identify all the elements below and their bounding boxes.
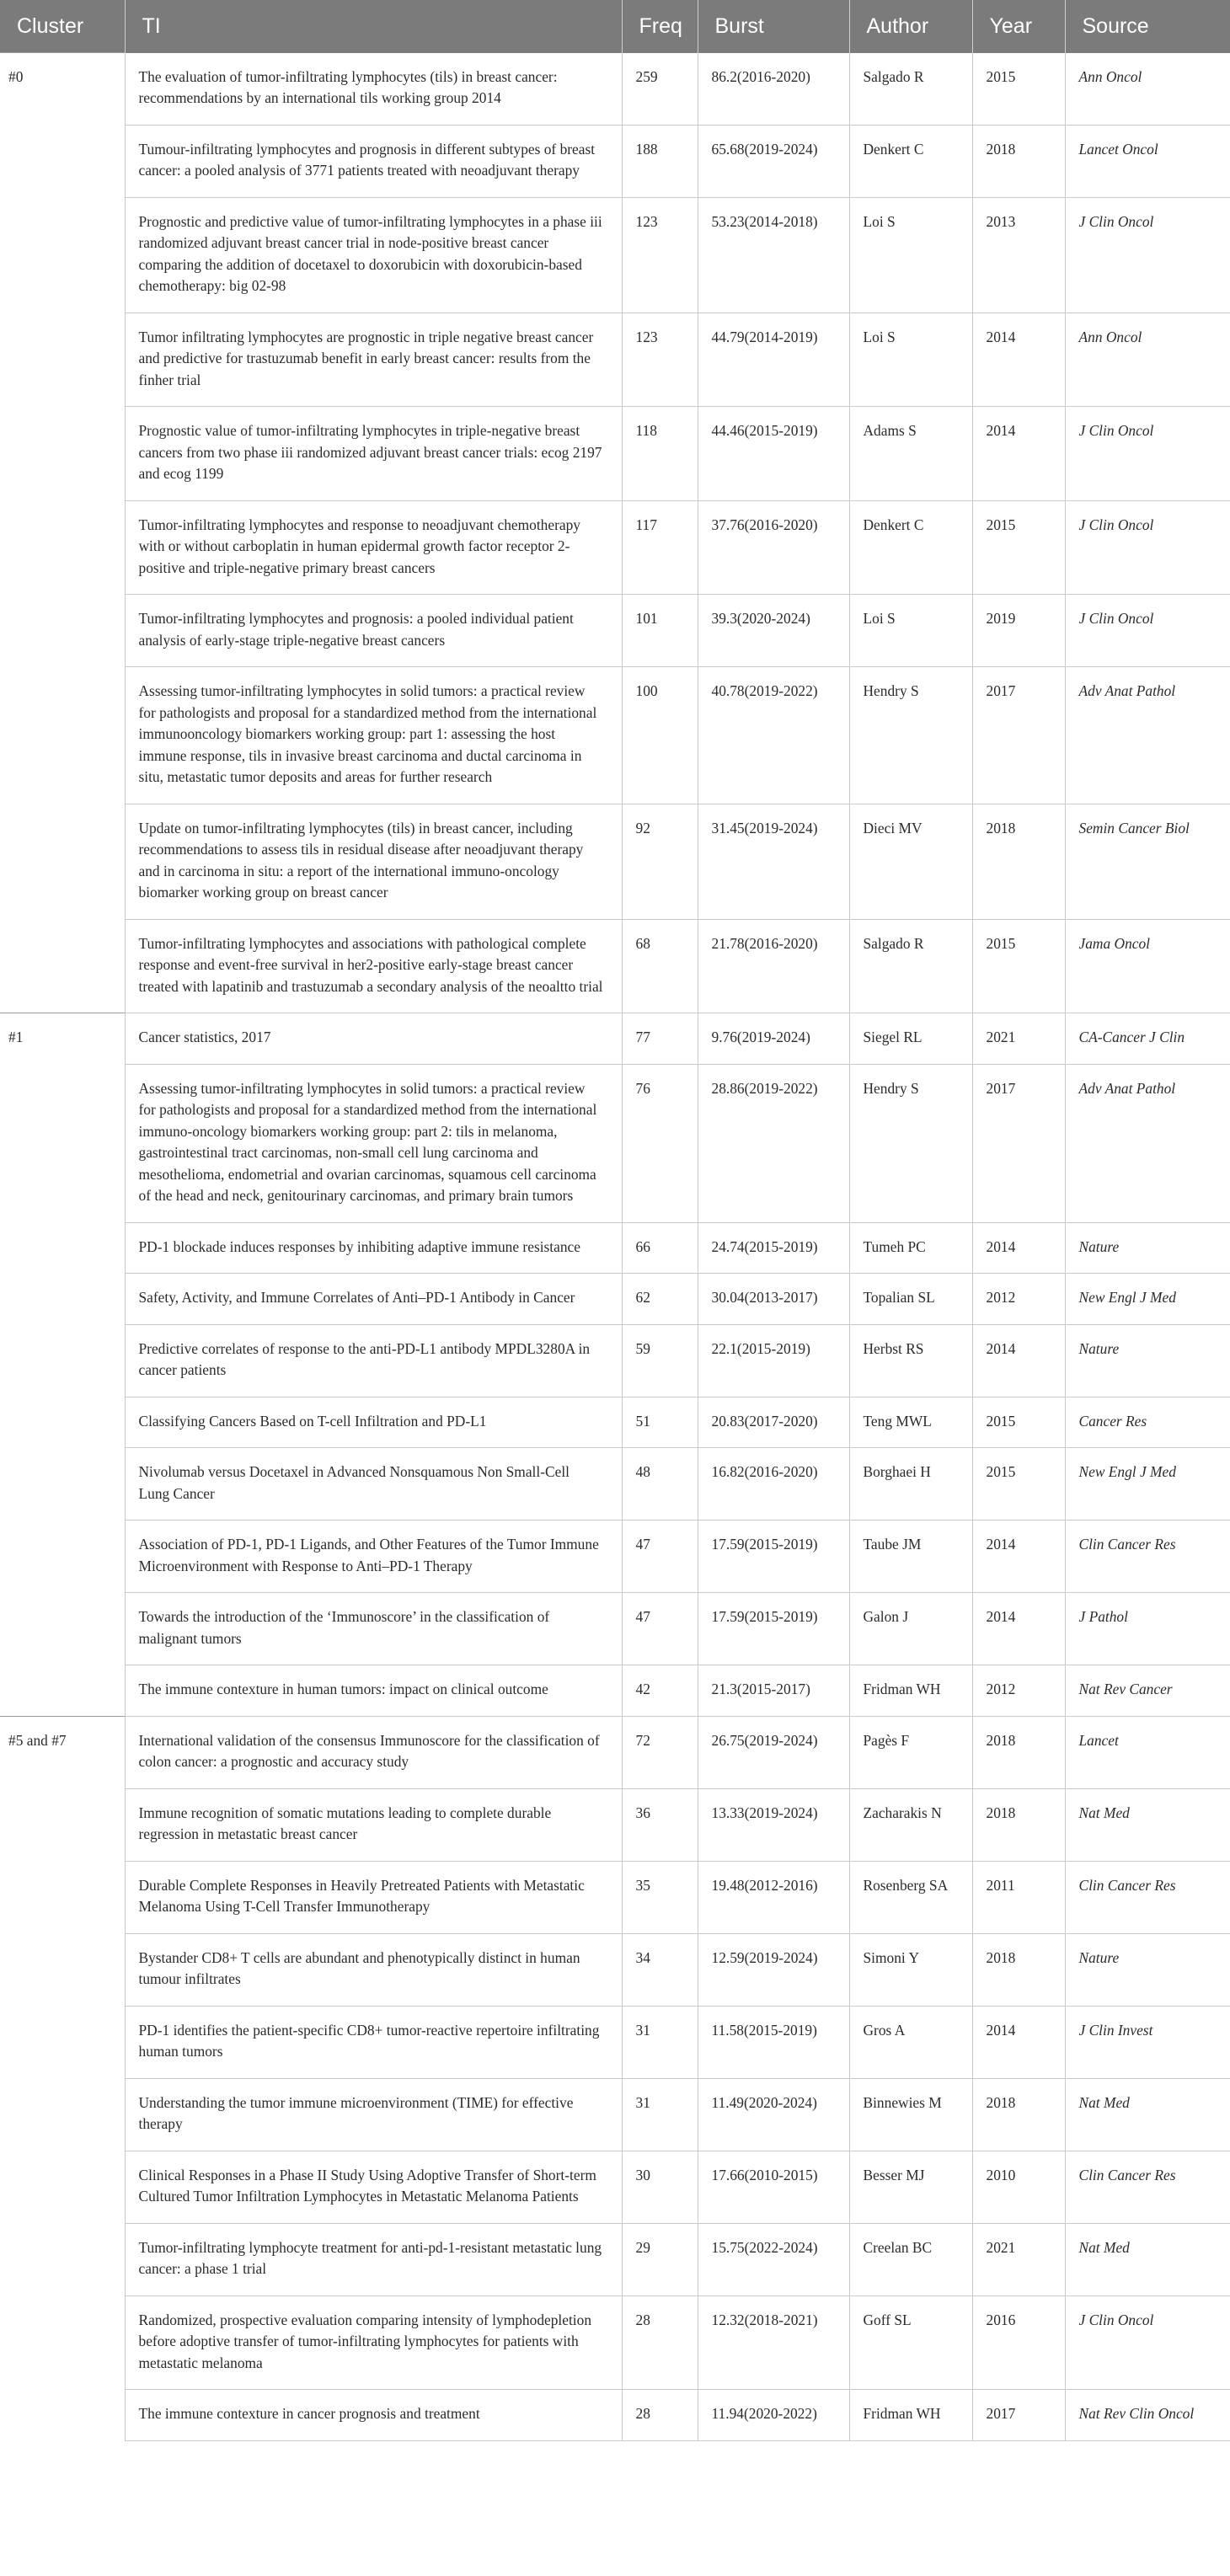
table-row xyxy=(0,1788,1230,1861)
cell-burst: 11.58(2015-2019) xyxy=(698,2006,849,2078)
cell-year: 2015 xyxy=(972,1448,1065,1520)
cell-ti: Understanding the tumor immune microenvironment (TIME) for effective therapy xyxy=(125,2078,622,2151)
cell-burst: 28.86(2019-2022) xyxy=(698,1064,849,1222)
cell-source: New Engl J Med xyxy=(1065,1274,1230,1325)
cell-year: 2021 xyxy=(972,1013,1065,1065)
cell-year: 2014 xyxy=(972,1324,1065,1397)
cell-freq: 92 xyxy=(622,804,698,919)
cell-author: Hendry S xyxy=(849,1064,972,1222)
table-row xyxy=(0,53,1230,126)
cell-ti: Tumour-infiltrating lymphocytes and prognosis in different subtypes of breast cancer: a pooled analysis of 3771 patients treated with neoadjuvant therapy xyxy=(125,125,622,197)
cell-year: 2015 xyxy=(972,53,1065,126)
cell-year: 2015 xyxy=(972,1397,1065,1448)
cell-freq: 51 xyxy=(622,1397,698,1448)
table-row xyxy=(0,125,1230,197)
cell-freq: 100 xyxy=(622,667,698,804)
cell-year: 2014 xyxy=(972,1222,1065,1274)
table-body xyxy=(0,53,1230,2441)
cell-burst: 11.49(2020-2024) xyxy=(698,2078,849,2151)
cell-ti: Tumor-infiltrating lymphocytes and response to neoadjuvant chemotherapy with or without carboplatin in human epidermal growth factor receptor 2-positive and triple-negative primary breast cancers xyxy=(125,500,622,595)
cell-author: Loi S xyxy=(849,197,972,313)
cell-source: J Clin Oncol xyxy=(1065,595,1230,667)
cell-freq: 34 xyxy=(622,1933,698,2006)
table-row xyxy=(0,1013,1230,1065)
table-row xyxy=(0,197,1230,313)
cell-year: 2018 xyxy=(972,1933,1065,2006)
cell-ti: Assessing tumor-infiltrating lymphocytes in solid tumors: a practical review for pathologists and proposal for a standardized method from the international immuno-oncology biomarkers working group: part 2: tils in melanoma, gastrointestinal tract carcinomas, non-small cell lung carcinoma and mesothelioma, endometrial and ovarian carcinomas, squamous cell carcinoma of the head and neck, genitourinary carcinomas, and primary brain tumors xyxy=(125,1064,622,1222)
cell-freq: 31 xyxy=(622,2078,698,2151)
cell-year: 2014 xyxy=(972,1520,1065,1593)
cell-year: 2017 xyxy=(972,2390,1065,2441)
cell-source: J Clin Oncol xyxy=(1065,197,1230,313)
cell-freq: 118 xyxy=(622,407,698,501)
cell-author: Fridman WH xyxy=(849,1665,972,1717)
cell-author: Denkert C xyxy=(849,125,972,197)
table-row xyxy=(0,2151,1230,2223)
cell-author: Topalian SL xyxy=(849,1274,972,1325)
cell-burst: 39.3(2020-2024) xyxy=(698,595,849,667)
table-row xyxy=(0,1222,1230,1274)
cell-author: Galon J xyxy=(849,1593,972,1665)
cell-burst: 12.32(2018-2021) xyxy=(698,2295,849,2390)
cell-ti: Assessing tumor-infiltrating lymphocytes in solid tumors: a practical review for pathologists and proposal for a standardized method from the international immunooncology biomarkers working group: part 1: assessing the host immune response, tils in invasive breast carcinoma and ductal carcinoma in situ, metastatic tumor deposits and areas for further research xyxy=(125,667,622,804)
cell-author: Goff SL xyxy=(849,2295,972,2390)
cell-burst: 20.83(2017-2020) xyxy=(698,1397,849,1448)
cell-source: Nat Med xyxy=(1065,2223,1230,2295)
cell-freq: 28 xyxy=(622,2390,698,2441)
cell-source: Nat Med xyxy=(1065,1788,1230,1861)
table-row xyxy=(0,2006,1230,2078)
cell-burst: 16.82(2016-2020) xyxy=(698,1448,849,1520)
cell-ti: Safety, Activity, and Immune Correlates of Anti–PD-1 Antibody in Cancer xyxy=(125,1274,622,1325)
cell-source: Nature xyxy=(1065,1324,1230,1397)
cell-year: 2014 xyxy=(972,313,1065,407)
header-author: Author xyxy=(849,0,972,53)
cell-ti: PD-1 blockade induces responses by inhibiting adaptive immune resistance xyxy=(125,1222,622,1274)
cell-burst: 17.66(2010-2015) xyxy=(698,2151,849,2223)
cell-year: 2018 xyxy=(972,125,1065,197)
cell-author: Salgado R xyxy=(849,53,972,126)
cell-year: 2014 xyxy=(972,407,1065,501)
cell-burst: 86.2(2016-2020) xyxy=(698,53,849,126)
cell-burst: 21.3(2015-2017) xyxy=(698,1665,849,1717)
cell-source: Adv Anat Pathol xyxy=(1065,667,1230,804)
cell-author: Besser MJ xyxy=(849,2151,972,2223)
table-row xyxy=(0,1665,1230,1717)
cell-freq: 117 xyxy=(622,500,698,595)
cell-author: Rosenberg SA xyxy=(849,1861,972,1933)
table-row xyxy=(0,2390,1230,2441)
cell-burst: 65.68(2019-2024) xyxy=(698,125,849,197)
cell-year: 2018 xyxy=(972,804,1065,919)
cell-author: Loi S xyxy=(849,313,972,407)
cell-author: Creelan BC xyxy=(849,2223,972,2295)
cell-freq: 188 xyxy=(622,125,698,197)
cell-author: Zacharakis N xyxy=(849,1788,972,1861)
cell-source: J Clin Oncol xyxy=(1065,407,1230,501)
cell-ti: Cancer statistics, 2017 xyxy=(125,1013,622,1065)
cell-author: Simoni Y xyxy=(849,1933,972,2006)
cell-year: 2012 xyxy=(972,1274,1065,1325)
table-row xyxy=(0,804,1230,919)
cell-ti: Prognostic value of tumor-infiltrating lymphocytes in triple-negative breast cancers from two phase iii randomized adjuvant breast cancer trials: ecog 2197 and ecog 1199 xyxy=(125,407,622,501)
cell-cluster: #5 and #7 xyxy=(0,1716,125,2440)
cell-source: Clin Cancer Res xyxy=(1065,1861,1230,1933)
cell-freq: 42 xyxy=(622,1665,698,1717)
cell-author: Loi S xyxy=(849,595,972,667)
cell-freq: 77 xyxy=(622,1013,698,1065)
cell-ti: Tumor-infiltrating lymphocyte treatment for anti-pd-1-resistant metastatic lung cancer: a phase 1 trial xyxy=(125,2223,622,2295)
cell-freq: 72 xyxy=(622,1716,698,1788)
cell-year: 2012 xyxy=(972,1665,1065,1717)
table-row xyxy=(0,1933,1230,2006)
table-row xyxy=(0,667,1230,804)
cell-author: Herbst RS xyxy=(849,1324,972,1397)
cell-source: New Engl J Med xyxy=(1065,1448,1230,1520)
cell-year: 2015 xyxy=(972,500,1065,595)
cell-freq: 48 xyxy=(622,1448,698,1520)
cell-ti: The immune contexture in cancer prognosis and treatment xyxy=(125,2390,622,2441)
cell-ti: Tumor infiltrating lymphocytes are prognostic in triple negative breast cancer and predictive for trastuzumab benefit in early breast cancer: results from the finher trial xyxy=(125,313,622,407)
cell-source: Nat Rev Cancer xyxy=(1065,1665,1230,1717)
cell-source: J Clin Oncol xyxy=(1065,500,1230,595)
cell-burst: 15.75(2022-2024) xyxy=(698,2223,849,2295)
table-row xyxy=(0,1397,1230,1448)
cell-source: J Clin Oncol xyxy=(1065,2295,1230,2390)
table-row xyxy=(0,500,1230,595)
cell-ti: Immune recognition of somatic mutations leading to complete durable regression in metastatic breast cancer xyxy=(125,1788,622,1861)
cell-freq: 68 xyxy=(622,919,698,1013)
cell-ti: Clinical Responses in a Phase II Study Using Adoptive Transfer of Short-term Cultured Tumor Infiltration Lymphocytes in Metastatic Melanoma Patients xyxy=(125,2151,622,2223)
table-row xyxy=(0,2223,1230,2295)
cell-burst: 21.78(2016-2020) xyxy=(698,919,849,1013)
cell-burst: 37.76(2016-2020) xyxy=(698,500,849,595)
cell-source: CA-Cancer J Clin xyxy=(1065,1013,1230,1065)
header-year: Year xyxy=(972,0,1065,53)
cell-author: Hendry S xyxy=(849,667,972,804)
cell-year: 2011 xyxy=(972,1861,1065,1933)
cell-year: 2017 xyxy=(972,1064,1065,1222)
cell-year: 2018 xyxy=(972,2078,1065,2151)
cell-author: Siegel RL xyxy=(849,1013,972,1065)
cell-author: Taube JM xyxy=(849,1520,972,1593)
cell-burst: 40.78(2019-2022) xyxy=(698,667,849,804)
cell-ti: PD-1 identifies the patient-specific CD8+ tumor-reactive repertoire infiltrating human tumors xyxy=(125,2006,622,2078)
cell-author: Salgado R xyxy=(849,919,972,1013)
cell-author: Fridman WH xyxy=(849,2390,972,2441)
cell-source: J Pathol xyxy=(1065,1593,1230,1665)
cell-year: 2021 xyxy=(972,2223,1065,2295)
cell-ti: Predictive correlates of response to the anti-PD-L1 antibody MPDL3280A in cancer patients xyxy=(125,1324,622,1397)
cell-source: Cancer Res xyxy=(1065,1397,1230,1448)
cell-cluster: #1 xyxy=(0,1013,125,1717)
cell-year: 2015 xyxy=(972,919,1065,1013)
cell-freq: 66 xyxy=(622,1222,698,1274)
cell-author: Tumeh PC xyxy=(849,1222,972,1274)
cell-year: 2014 xyxy=(972,1593,1065,1665)
cell-ti: Association of PD-1, PD-1 Ligands, and Other Features of the Tumor Immune Microenvironment with Response to Anti–PD-1 Therapy xyxy=(125,1520,622,1593)
cell-ti: The immune contexture in human tumors: impact on clinical outcome xyxy=(125,1665,622,1717)
cell-year: 2018 xyxy=(972,1716,1065,1788)
cell-freq: 101 xyxy=(622,595,698,667)
cell-author: Adams S xyxy=(849,407,972,501)
cell-source: Nature xyxy=(1065,1222,1230,1274)
cell-ti: Classifying Cancers Based on T-cell Infiltration and PD-L1 xyxy=(125,1397,622,1448)
cell-year: 2016 xyxy=(972,2295,1065,2390)
cell-freq: 259 xyxy=(622,53,698,126)
cell-burst: 44.79(2014-2019) xyxy=(698,313,849,407)
cell-source: Lancet Oncol xyxy=(1065,125,1230,197)
table-row xyxy=(0,1520,1230,1593)
table-row xyxy=(0,313,1230,407)
cell-burst: 44.46(2015-2019) xyxy=(698,407,849,501)
cell-source: Jama Oncol xyxy=(1065,919,1230,1013)
header-burst: Burst xyxy=(698,0,849,53)
cell-year: 2014 xyxy=(972,2006,1065,2078)
cell-burst: 17.59(2015-2019) xyxy=(698,1520,849,1593)
cell-ti: Durable Complete Responses in Heavily Pretreated Patients with Metastatic Melanoma Using T-Cell Transfer Immunotherapy xyxy=(125,1861,622,1933)
cell-source: Nature xyxy=(1065,1933,1230,2006)
cell-burst: 17.59(2015-2019) xyxy=(698,1593,849,1665)
cell-author: Borghaei H xyxy=(849,1448,972,1520)
cell-source: Clin Cancer Res xyxy=(1065,2151,1230,2223)
cell-burst: 9.76(2019-2024) xyxy=(698,1013,849,1065)
cell-ti: The evaluation of tumor-infiltrating lymphocytes (tils) in breast cancer: recommendations by an international tils working group 2014 xyxy=(125,53,622,126)
cell-year: 2010 xyxy=(972,2151,1065,2223)
cell-source: Nat Med xyxy=(1065,2078,1230,2151)
header-source: Source xyxy=(1065,0,1230,53)
cell-source: Nat Rev Clin Oncol xyxy=(1065,2390,1230,2441)
cell-author: Denkert C xyxy=(849,500,972,595)
table-header xyxy=(0,0,1230,53)
cell-source: Adv Anat Pathol xyxy=(1065,1064,1230,1222)
table-row xyxy=(0,1861,1230,1933)
cell-freq: 47 xyxy=(622,1520,698,1593)
table-row xyxy=(0,1324,1230,1397)
table-row xyxy=(0,1448,1230,1520)
table-row xyxy=(0,1593,1230,1665)
table-row xyxy=(0,407,1230,501)
cell-author: Pagès F xyxy=(849,1716,972,1788)
cell-ti: Bystander CD8+ T cells are abundant and phenotypically distinct in human tumour infiltrates xyxy=(125,1933,622,2006)
cell-ti: Nivolumab versus Docetaxel in Advanced Nonsquamous Non Small-Cell Lung Cancer xyxy=(125,1448,622,1520)
cell-burst: 22.1(2015-2019) xyxy=(698,1324,849,1397)
cell-year: 2017 xyxy=(972,667,1065,804)
cell-author: Binnewies M xyxy=(849,2078,972,2151)
table-row xyxy=(0,919,1230,1013)
cell-freq: 28 xyxy=(622,2295,698,2390)
cell-source: Clin Cancer Res xyxy=(1065,1520,1230,1593)
cell-burst: 11.94(2020-2022) xyxy=(698,2390,849,2441)
cell-freq: 62 xyxy=(622,1274,698,1325)
cell-burst: 19.48(2012-2016) xyxy=(698,1861,849,1933)
cell-source: J Clin Invest xyxy=(1065,2006,1230,2078)
header-freq: Freq xyxy=(622,0,698,53)
table-row xyxy=(0,1064,1230,1222)
header-ti: TI xyxy=(125,0,622,53)
cell-freq: 47 xyxy=(622,1593,698,1665)
cell-ti: Tumor-infiltrating lymphocytes and associations with pathological complete response and event-free survival in her2-positive early-stage breast cancer treated with lapatinib and trastuzumab a secondary analysis of the neoaltto trial xyxy=(125,919,622,1013)
cell-freq: 31 xyxy=(622,2006,698,2078)
table-row xyxy=(0,2295,1230,2390)
cell-cluster: #0 xyxy=(0,53,125,1013)
table-row xyxy=(0,1274,1230,1325)
table-row xyxy=(0,2078,1230,2151)
cell-burst: 24.74(2015-2019) xyxy=(698,1222,849,1274)
cell-author: Gros A xyxy=(849,2006,972,2078)
cell-year: 2018 xyxy=(972,1788,1065,1861)
cell-ti: Update on tumor-infiltrating lymphocytes (tils) in breast cancer, including recommendations to assess tils in residual disease after neoadjuvant therapy and in carcinoma in situ: a report of the international immuno-oncology biomarker working group on breast cancer xyxy=(125,804,622,919)
cell-year: 2019 xyxy=(972,595,1065,667)
header-row xyxy=(0,0,1230,53)
cell-burst: 53.23(2014-2018) xyxy=(698,197,849,313)
cell-source: Semin Cancer Biol xyxy=(1065,804,1230,919)
cell-ti: Prognostic and predictive value of tumor-infiltrating lymphocytes in a phase iii randomized adjuvant breast cancer trial in node-positive breast cancer comparing the addition of docetaxel to doxorubicin with doxorubicin-based chemotherapy: big 02-98 xyxy=(125,197,622,313)
table-row xyxy=(0,1716,1230,1788)
table-row xyxy=(0,595,1230,667)
cell-author: Dieci MV xyxy=(849,804,972,919)
cell-source: Ann Oncol xyxy=(1065,53,1230,126)
cell-year: 2013 xyxy=(972,197,1065,313)
cell-ti: Towards the introduction of the ‘Immunoscore’ in the classification of malignant tumors xyxy=(125,1593,622,1665)
cell-burst: 12.59(2019-2024) xyxy=(698,1933,849,2006)
cell-author: Teng MWL xyxy=(849,1397,972,1448)
cell-source: Ann Oncol xyxy=(1065,313,1230,407)
cell-burst: 31.45(2019-2024) xyxy=(698,804,849,919)
cell-freq: 29 xyxy=(622,2223,698,2295)
cell-freq: 123 xyxy=(622,197,698,313)
cell-freq: 123 xyxy=(622,313,698,407)
cell-burst: 26.75(2019-2024) xyxy=(698,1716,849,1788)
cell-ti: International validation of the consensus Immunoscore for the classification of colon cancer: a prognostic and accuracy study xyxy=(125,1716,622,1788)
cell-burst: 30.04(2013-2017) xyxy=(698,1274,849,1325)
cell-freq: 76 xyxy=(622,1064,698,1222)
cell-burst: 13.33(2019-2024) xyxy=(698,1788,849,1861)
header-cluster: Cluster xyxy=(0,0,125,53)
cell-source: Lancet xyxy=(1065,1716,1230,1788)
cell-ti: Randomized, prospective evaluation comparing intensity of lymphodepletion before adoptive transfer of tumor-infiltrating lymphocytes for patients with metastatic melanoma xyxy=(125,2295,622,2390)
cell-freq: 35 xyxy=(622,1861,698,1933)
cell-freq: 59 xyxy=(622,1324,698,1397)
cell-freq: 36 xyxy=(622,1788,698,1861)
cell-freq: 30 xyxy=(622,2151,698,2223)
cell-ti: Tumor-infiltrating lymphocytes and prognosis: a pooled individual patient analysis of early-stage triple-negative breast cancers xyxy=(125,595,622,667)
